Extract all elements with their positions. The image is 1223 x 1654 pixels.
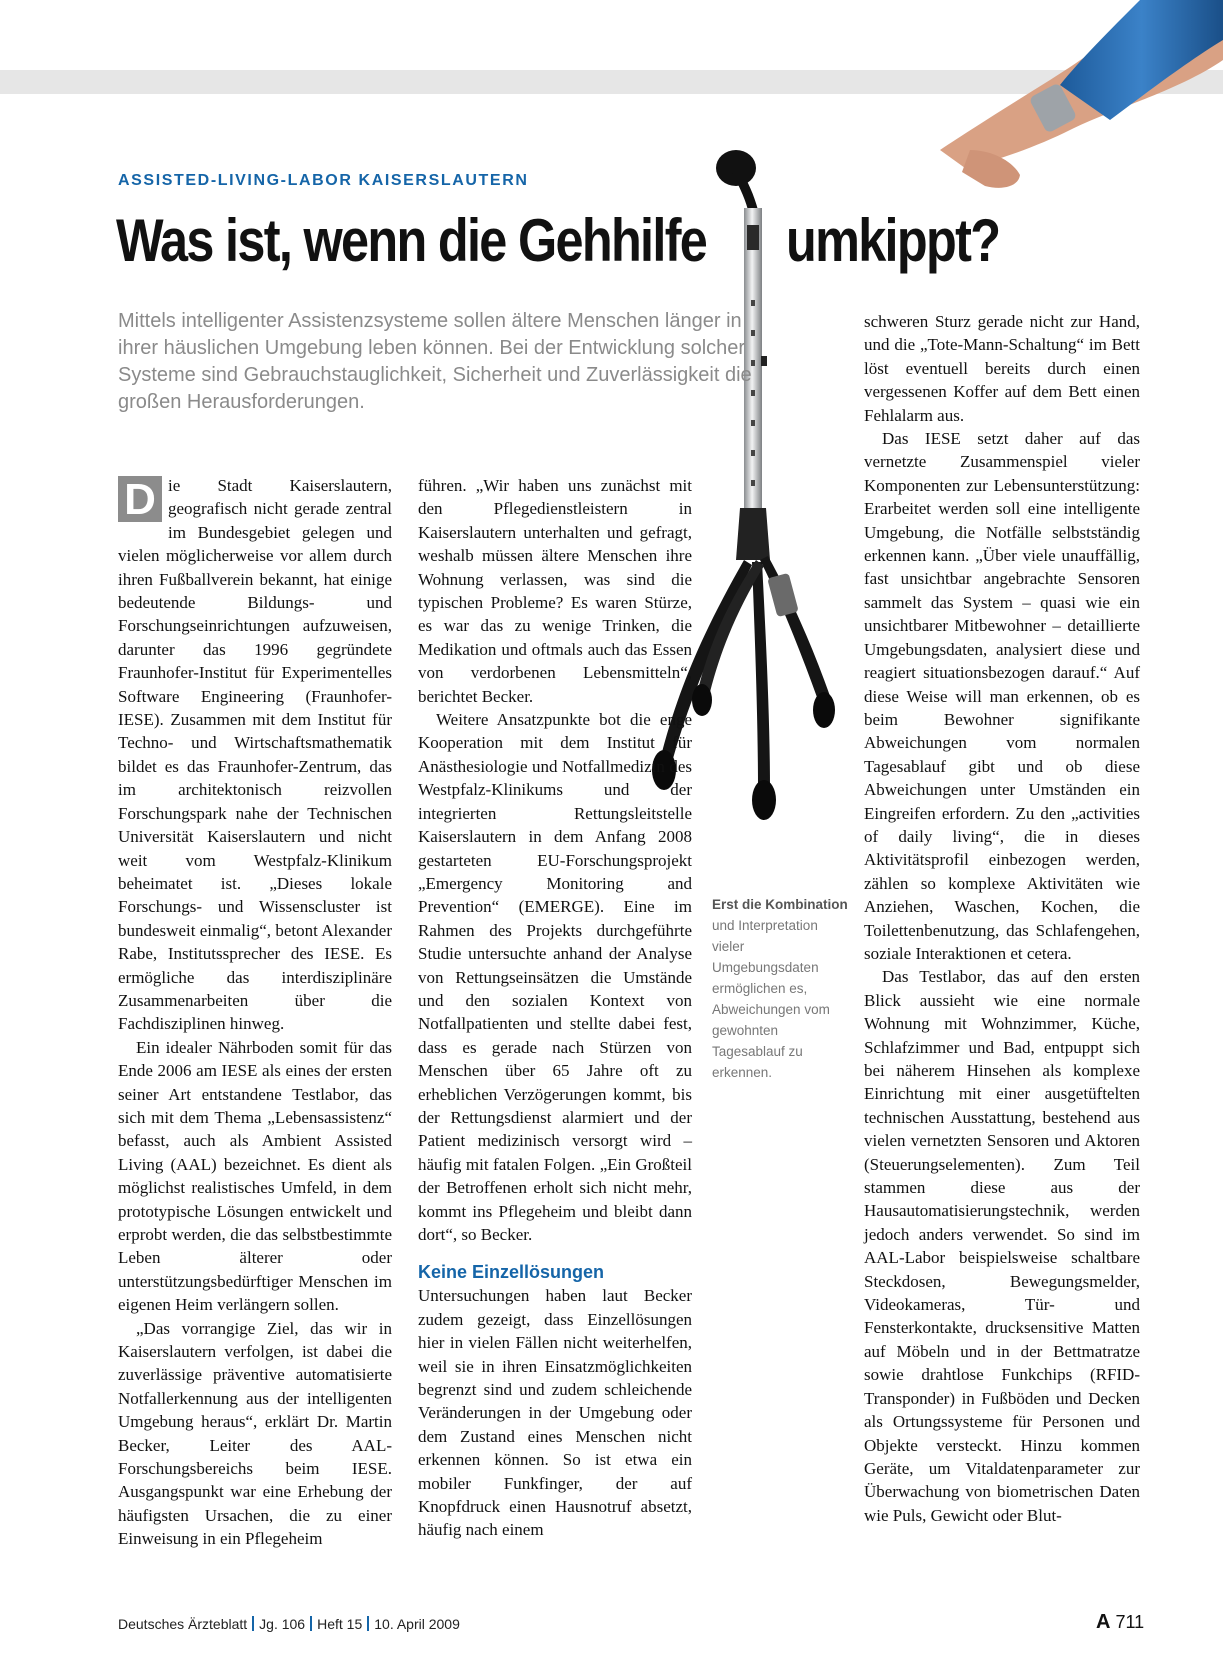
drop-cap: D	[118, 476, 162, 522]
issue-date: 10. April 2009	[374, 1616, 460, 1632]
volume: Jg. 106	[259, 1616, 306, 1632]
paragraph: D ie Stadt Kaiserslautern, geografisch nicht gerade zentral im Bundesgebiet gelegen und vielen möglicherweise vor allem durch ihren Fußballverein bekannt, hat einige bedeutende Bildungs- und Forschungseinrichtungen aufzuweisen, darunter das 1996 gegründete Fraunhofer-Institut für Experimentelles Software Engineering (Fraunhofer-IESE). Zusammen mit dem Institut für Techno- und Wirtschaftsmathematik bildet es das Fraunhofer-Zentrum, das im architektonisch reizvollen Forschungspark nahe der Technischen Universität Kaiserslautern und nicht weit vom Westpfalz-Klinikum beheimatet ist. „Dieses lokale Forschungs- und Wissenscluster ist bundesweit einmalig“, betont Alexander Rabe, Institutssprecher des IESE. Es ermögliche das interdisziplinäre Zusammenarbeiten über die Fachdisziplinen hinweg.	[118, 475, 392, 1034]
paragraph: Weitere Ansatzpunkte bot die enge Kooperation mit dem Institut für Anästhesiologie und Notfallmedizin des Westpfalz-Klinikums und der integrierten Rettungsleitstelle Kaiserslautern in dem Anfang 2008 gestarteten EU-Forschungsprojekt „Emergency Monitoring and Prevention“ (EMERGE). Eine im Rahmen des Projekts durchgeführte Studie untersuchte anhand der Analyse von Rettungseinsätzen die Umstände und den sozialen Kontext von Notfallpatienten und stellte dabei fest, dass es gerade nach Stürzen von Menschen über 65 Jahre oft zu erheblichen Verzögerungen kommt, bis der Rettungsdienst alarmiert und der Patient medizinisch versorgt wird – häufig mit fatalen Folgen. „Ein Großteil der Betroffenen erholt sich nicht mehr, kommt ins Pflegeheim und bleibt dann dort“, so Becker.	[418, 710, 692, 1244]
paragraph: führen. „Wir haben uns zunächst mit den Pflegedienstleistern in Kaiserslautern unterhalten und gefragt, weshalb müssen ältere Menschen ihre Wohnung verlassen, was sind die typischen Probleme? Es waren Stürze, es war das zu wenige Trinken, die Medikation und oftmals auch das Essen von verdorbenen Lebensmitteln“, berichtet Becker.	[418, 476, 692, 706]
paragraph: „Das vorrangige Ziel, das wir in Kaiserslautern verfolgen, ist dabei die zuverlässige präventive automatisierte Notfallerkennung aus der intelligenten Umgebung heraus“, erklärt Dr. Martin Becker, Leiter des AAL-Forschungsbereichs beim IESE. Ausgangspunkt war eine Erhebung der häufigsten Ursachen, die zu einer Einweisung in ein Pflegeheim	[118, 1318, 392, 1549]
column-1	[118, 474, 392, 1551]
issue: Heft 15	[317, 1616, 363, 1632]
column-2	[418, 474, 692, 1542]
journal-name: Deutsches Ärzteblatt	[118, 1616, 248, 1632]
title-part-1: Was ist, wenn die Gehhilfe	[116, 207, 707, 274]
kicker: ASSISTED-LIVING-LABOR KAISERSLAUTERN	[118, 172, 529, 189]
lead-paragraph: Mittels intelligenter Assistenzsysteme sollen ältere Menschen länger in ihrer häuslichen Umgebung leben können. Bei der Entwicklung solcher Systeme sind Gebrauchstauglichkeit, Sicherheit und Zuverlässigkeit die großen Herausforderungen.	[118, 310, 752, 413]
article-title	[116, 206, 1000, 276]
caption-lead: Erst die Kombination	[712, 897, 848, 912]
footer-citation	[118, 1616, 460, 1632]
paragraph: schweren Sturz gerade nicht zur Hand, und die „Tote-Mann-Schaltung“ im Bett löst eventuell bereits durch einen vergessenen Koffer auf dem Bett einen Fehlalarm aus.	[864, 312, 1140, 425]
paragraph: Untersuchungen haben laut Becker zudem gezeigt, dass Einzellösungen hier in vielen Fällen nicht weiterhelfen, weil sie in ihren Einsatzmöglichkeiten begrenzt sind und zudem schleichende Veränderungen in der Umgebung oder dem Zustand eines Menschen nicht erkennen können. So ist etwa ein mobiler Funkfinger, der auf Knopfdruck einen Hausnotruf absetzt, häufig nach einem	[418, 1286, 692, 1540]
paragraph: Das Testlabor, das auf den ersten Blick aussieht wie eine normale Wohnung mit Wohnzimmer, Küche, Schlafzimmer und Bad, entpuppt sich bei näherem Hinsehen als komplexe Einrichtung mit einer ausgetüftelten technischen Ausstattung, bestehend aus vielen vernetzten Sensoren und Aktoren (Steuerungselementen). Zum Teil stammen diese aus der Hausautomatisierungstechnik, werden jedoch anders verwendet. So sind im AAL-Labor beispielsweise schaltbare Steckdosen, Bewegungsmelder, Videokameras, Tür- und Fensterkontakte, drucksensitive Matten auf Möbeln und in der Bettmatratze sowie drahtlose Funkchips (RFID-Transponder) in Fußböden und Decken als Ortungssysteme für Personen und Objekte versteckt. Hinzu kommen Geräte, um Vitaldatenparameter zur Überwachung von biometrischen Daten wie Puls, Gewicht oder Blut-	[864, 967, 1140, 1525]
section-heading: Keine Einzellösungen	[418, 1262, 605, 1283]
paragraph: Ein idealer Nährboden somit für das Ende 2006 am IESE als eines der ersten seiner Art entstandene Testlabor, das sich mit dem Thema „Lebensassistenz“ befasst, auch als Ambient Assisted Living (AAL) bezeichnet. Es dient als möglichst realistisches Umfeld, in dem prototypische Lösungen entwickelt und erprobt werden, die das selbstbestimmte Leben älterer oder unterstützungsbedürftiger Menschen im eigenen Heim verlängern sollen.	[118, 1037, 392, 1315]
title-part-2: umkippt?	[785, 207, 1000, 274]
photo-caption	[712, 894, 852, 1083]
page-number: A 711	[1096, 1611, 1145, 1633]
paragraph: Das IESE setzt daher auf das vernetzte Zusammenspiel vieler Komponenten zur Lebensunterstützung: Erarbeitet werden soll eine intelligente Umgebung, die Notfälle selbstständig erkennen kann. „Über viele unauffällig, fast unsichtbar angebrachte Sensoren sammelt das System – quasi wie ein unsichtbarer Mitbewohner – detaillierte Umgebungsdaten, analysiert diese und reagiert situationsbezogen darauf.“ Auf diese Weise will man erkennen, ob es beim Bewohner signifikante Abweichungen vom normalen Tagesablauf gibt und ob diese Abweichungen unter Umständen ein Eingreifen erfordern. Zu den „activities of daily living“, die in dieses Aktivitätsprofil einbezogen werden, zählen so komplexe Aktivitäten wie Anziehen, Waschen, Kochen, die Toilettenbenutzung, das Schlafengehen, soziale Interaktionen et cetera.	[864, 429, 1140, 963]
column-3	[864, 310, 1140, 1527]
caption-text: und Interpretation vieler Umgebungsdaten ermöglichen es, Abweichungen vom gewohnten Tagesablauf zu erkennen.	[712, 918, 830, 1080]
